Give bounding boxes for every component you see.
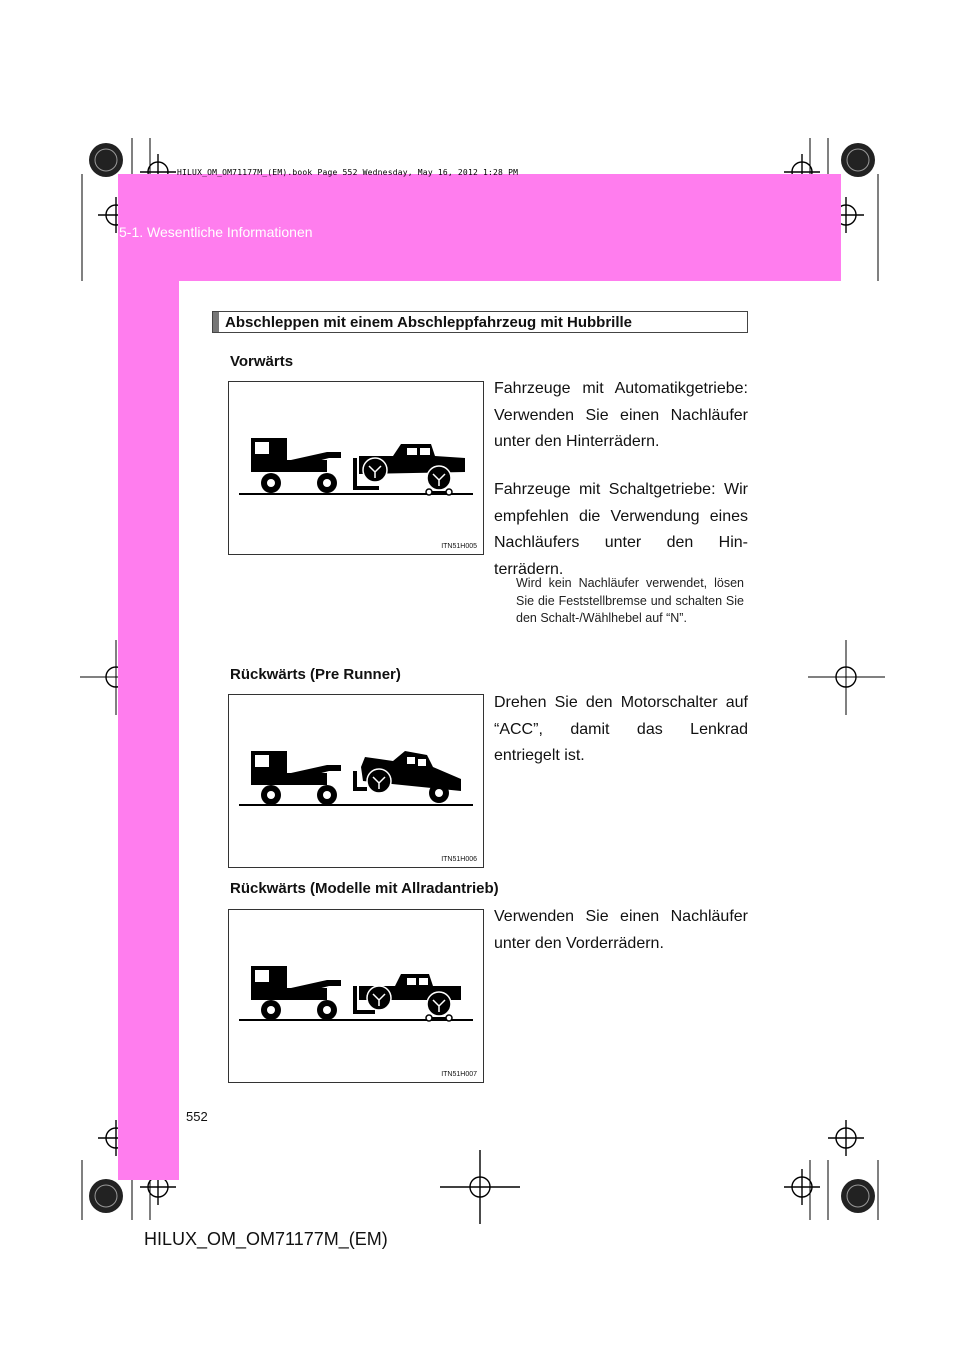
footer-doc-id: HILUX_OM_OM71177M_(EM)	[144, 1229, 388, 1249]
tow-truck-4wd-illustration	[229, 910, 483, 1082]
figure-prerunner	[228, 694, 484, 868]
paragraph-4wd: Verwenden Sie einen Nachläufer unter den Vorderrädern.	[494, 908, 748, 952]
note-text: Wird kein Nachläufer verwendet, lösen Sie die Feststellbremse und schalten Sie den Schalt-/Wählhebel auf “N”.	[516, 576, 744, 625]
figure-label: ITN51H005	[441, 543, 477, 550]
figure-forward	[228, 381, 484, 555]
page-number: 552	[186, 1109, 208, 1124]
figure-4wd	[228, 909, 484, 1083]
paragraph-prerunner: Drehen Sie den Motorschalter auf “ACC”, damit das Lenkrad entriegelt ist.	[494, 694, 748, 764]
heading-bar	[213, 312, 219, 332]
figure-label: ITN51H006	[441, 856, 477, 863]
paragraph-manual: Fahrzeuge mit Schaltgetriebe: Wir empfehlen die Verwendung eines Nachläufers unter den Hinterrädern.	[494, 481, 748, 578]
heading-box	[212, 311, 748, 333]
heading-title: Abschleppen mit einem Abschleppfahrzeug mit Hubbrille	[225, 314, 632, 331]
section-title-4wd: Rückwärts (Modelle mit Allradantrieb)	[230, 880, 499, 897]
tow-truck-prerunner-illustration	[229, 695, 483, 867]
book-info: HILUX_OM_OM71177M_(EM).book Page 552 Wednesday, May 16, 2012 1:28 PM	[177, 168, 519, 177]
side-band	[118, 174, 179, 1180]
tow-truck-forward-illustration	[229, 382, 483, 554]
section-header: 5-1. Wesentliche Informationen	[119, 224, 313, 240]
section-title-prerunner: Rückwärts (Pre Runner)	[230, 666, 401, 683]
paragraph-automatic: Fahrzeuge mit Automatikgetriebe: Verwenden Sie einen Nachläufer unter den Hinterrädern.	[494, 380, 748, 450]
figure-label: ITN51H007	[441, 1071, 477, 1078]
section-title-forward: Vorwärts	[230, 353, 294, 370]
